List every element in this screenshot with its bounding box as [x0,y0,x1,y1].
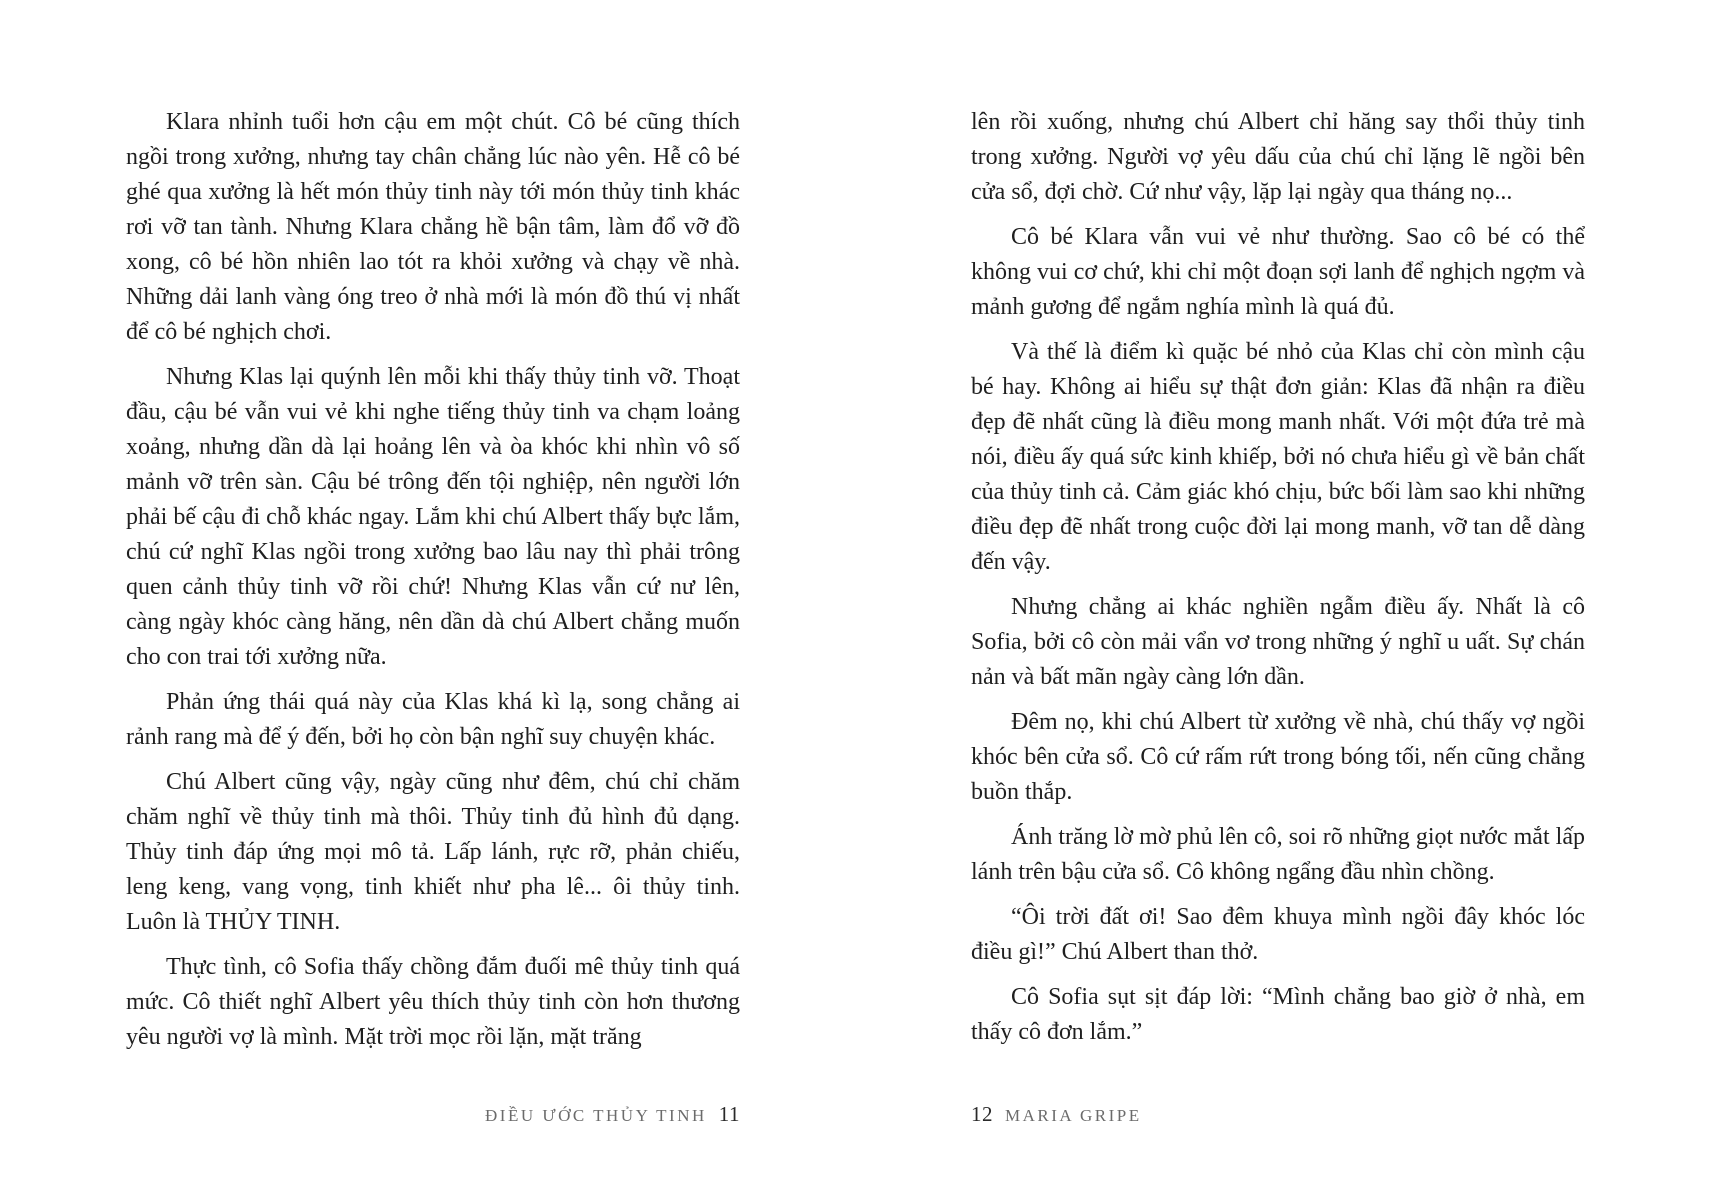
paragraph: Cô Sofia sụt sịt đáp lời: “Mình chẳng bao giờ ở nhà, em thấy cô đơn lắm.” [971,984,1585,1045]
paragraph: Đêm nọ, khi chú Albert từ xưởng về nhà, chú thấy vợ ngồi khóc bên cửa sổ. Cô cứ rấm rứt trong bóng tối, nến cũng chẳng buồn thắp. [971,709,1585,805]
paragraph: Chú Albert cũng vậy, ngày cũng như đêm, chú chỉ chăm chăm nghĩ về thủy tinh mà thôi. Thủy tinh đủ hình đủ dạng. Thủy tinh đáp ứng mọi mô tả. Lấp lánh, rực rỡ, phản chiếu, leng keng, vang vọng, tinh khiết như pha lê... ôi thủy tinh. Luôn là THỦY TINH. [126,769,740,935]
left-page-text [126,105,740,1065]
right-page [854,0,1709,1184]
author-name-footer: MARIA GRIPE [1005,1106,1142,1125]
page-number-left: 11 [718,1102,740,1126]
continued-paragraph: lên rồi xuống, nhưng chú Albert chỉ hăng say thổi thủy tinh trong xưởng. Người vợ yêu dấu của chú chỉ lặng lẽ ngồi bên cửa sổ, đợi chờ. Cứ như vậy, lặp lại ngày qua tháng nọ... [971,109,1585,205]
paragraph: Ánh trăng lờ mờ phủ lên cô, soi rõ những giọt nước mắt lấp lánh trên bậu cửa sổ. Cô không ngẩng đầu nhìn chồng. [971,824,1585,885]
page-number-right: 12 [971,1102,993,1126]
paragraph: Và thế là điểm kì quặc bé nhỏ của Klas chỉ còn mình cậu bé hay. Không ai hiểu sự thật đơn giản: Klas đã nhận ra điều đẹp đẽ nhất cũng là điều mong manh nhất. Với một đứa trẻ mà nói, điều ấy quá sức kinh khiếp, bởi nó chưa hiểu gì về bản chất của thủy tinh cả. Cảm giác khó chịu, bức bối làm sao khi những điều đẹp đẽ nhất trong cuộc đời lại mong manh, vỡ tan dễ dàng đến vậy. [971,339,1585,575]
paragraph: Klara nhỉnh tuổi hơn cậu em một chút. Cô bé cũng thích ngồi trong xưởng, nhưng tay chân chẳng lúc nào yên. Hễ cô bé ghé qua xưởng là hết món thủy tinh này tới món thủy tinh khác rơi vỡ tan tành. Nhưng Klara chẳng hề bận tâm, làm đổ vỡ đồ xong, cô bé hồn nhiên lao tót ra khỏi xưởng và chạy về nhà. Những dải lanh vàng óng treo ở nhà mới là món đồ thú vị nhất để cô bé nghịch chơi. [126,109,740,345]
paragraph: Thực tình, cô Sofia thấy chồng đắm đuối mê thủy tinh quá mức. Cô thiết nghĩ Albert yêu thích thủy tinh còn hơn thương yêu người vợ là mình. Mặt trời mọc rồi lặn, mặt trăng [126,954,740,1050]
paragraph: “Ôi trời đất ơi! Sao đêm khuya mình ngồi đây khóc lóc điều gì!” Chú Albert than thở. [971,904,1585,965]
right-page-text [971,105,1585,1060]
right-running-footer [971,1102,1142,1127]
paragraph: Nhưng chẳng ai khác nghiền ngẫm điều ấy. Nhất là cô Sofia, bởi cô còn mải vẩn vơ trong những ý nghĩ u uất. Sự chán nản và bất mãn ngày càng lớn dần. [971,594,1585,690]
left-running-footer [485,1102,740,1127]
book-title-footer: ĐIỀU ƯỚC THỦY TINH [485,1106,707,1125]
paragraph: Phản ứng thái quá này của Klas khá kì lạ, song chẳng ai rảnh rang mà để ý đến, bởi họ còn bận nghĩ suy chuyện khác. [126,689,740,750]
paragraph: Cô bé Klara vẫn vui vẻ như thường. Sao cô bé có thể không vui cơ chứ, khi chỉ một đoạn sợi lanh để nghịch ngợm và mảnh gương để ngắm nghía mình là quá đủ. [971,224,1585,320]
left-page [0,0,854,1184]
paragraph: Nhưng Klas lại quýnh lên mỗi khi thấy thủy tinh vỡ. Thoạt đầu, cậu bé vẫn vui vẻ khi nghe tiếng thủy tinh va chạm loảng xoảng, nhưng dần dà lại hoảng lên và òa khóc khi nhìn vô số mảnh vỡ trên sàn. Cậu bé trông đến tội nghiệp, nên người lớn phải bế cậu đi chỗ khác ngay. Lắm khi chú Albert thấy bực lắm, chú cứ nghĩ Klas ngồi trong xưởng bao lâu nay thì phải trông quen cảnh thủy tinh vỡ rồi chứ! Nhưng Klas vẫn cứ nư lên, càng ngày khóc càng hăng, nên dần dà chú Albert chẳng muốn cho con trai tới xưởng nữa. [126,364,740,670]
